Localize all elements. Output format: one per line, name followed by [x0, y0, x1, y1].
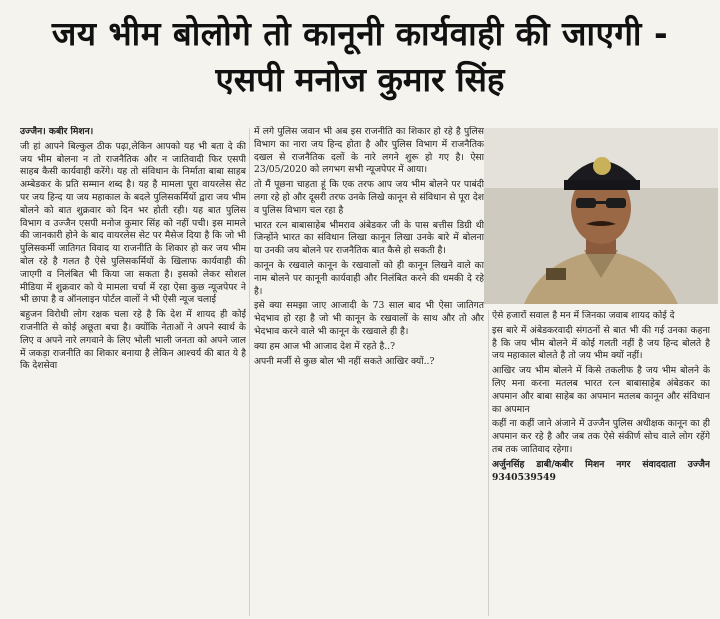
- paragraph: इस बारे में अंबेडकरवादी संगठनों से बात भी की गई उनका कहना है कि जय भीम बोलने में कोई गलती नहीं है जय हिन्द बोलते है जय महाकाल बोलते है तो जय भीम क्यों नहीं।: [492, 324, 710, 362]
- officer-photo: [484, 128, 718, 304]
- reporter-credit: अर्जुनसिंह डाबी/कबीर मिशन नगर संवाददाता उज्जैन 9340539549: [492, 458, 710, 483]
- paragraph: भारत रत्न बाबासाहेब भीमराव अंबेडकर जी के पास बत्तीस डिग्री थी जिन्होंने भारत का संविधान लिखा कानून लिखा उनके बारे में बोलना या उनकी जय बोलने पर राजनैतिक बात कैसे हो सकती है।: [254, 219, 484, 257]
- paragraph: बहुजन विरोधी लोग रक्षक चला रहे है कि देश में शायद ही कोई राजनीति से कोई अछूता बचा है। क्योंकि नेताओं ने अपने स्वार्थ के लिए व अपने नारे लगवाने के लिए भोली भाली जनता को अपने जाल में जकड़ा राजनीति का शिकार बनाया है लेकिन आश्चर्य की बात ये है कि देशसेवा: [20, 309, 246, 372]
- paragraph: कहीं ना कहीं जाने अंजाने में उज्जैन पुलिस अधीक्षक कानून का ही अपमान कर रहे है और जब तक ऐसे संकीर्ण सोच वाले लोग रहेंगे तब तक जातिवाद रहेगा।: [492, 418, 710, 455]
- paragraph: जी हां आपने बिल्कुल ठीक पढ़ा,लेकिन आपको यह भी बता दे की जय भीम बोलना न तो राजनैतिक और न जातिवादी फिर एसपी साहब कैसी कार्यवाही करेंगे। यह तो संविधान के निर्माता बाबा साहब अम्बेडकर के प्रति सम्मान शब्द है। यह है मामला पूरा वायरलेस सेट पर जय हिन्द या जय महाकाल के बदले पुलिसकर्मियों द्वारा जय भीम बोलने को बात शुक्रवार को दिन भर होती रही। यह बात पुलिस विभाग व उज्जैन एसपी मनोज कुमार सिंह को नहीं पची। इस मामले की जानकारी होने के बाद वायरलेस सेट पर मैसेज दिया है कि जो भी पुलिसकर्मी जातिगत विवाद या राजनीति के शिकार हो कर जय भीम बोल रहे है गलत है ऐसे पुलिसकर्मियों के खिलाफ कार्यवाही की जाएगी व निलंबित भी किया जा सकता है। इसको लेकर सोशल मीडिया में शुक्रवार को ये मामला चर्चा में रहा ऐसा कुछ न्यूजपेपर ने भी छापा है व ऑनलाइन पोर्टल वालों ने भी ऐसी न्यूज चलाई: [20, 140, 246, 306]
- officer-portrait-image: [484, 128, 718, 304]
- headline-line-2: एसपी मनोज कुमार सिंह: [215, 60, 505, 99]
- column-divider: [488, 310, 489, 616]
- paragraph: तो मैं पूछना चाहता हूं कि एक तरफ आप जय भीम बोलने पर पाबंदी लगा रहे हो और दूसरी तरफ उनके लिखे कानून से संविधान से पूरा देश व पुलिस विभाग चल रहा है: [254, 179, 484, 216]
- paragraph: ऐसे हजारों सवाल है मन में जिनका जवाब शायद कोई दे: [492, 310, 675, 321]
- article-column-3: [492, 310, 710, 616]
- article-column-1: [20, 126, 246, 616]
- paragraph: अपनी मर्जी से कुछ बोल भी नहीं सकते आखिर क्यों..?: [254, 355, 435, 367]
- paragraph: कानून के रखवाले कानून के रखवालों को ही कानून लिखने वाले का नाम बोलने पर कानूनी कार्यवाही और निलंबित करने की धमकी दे रहे है।: [254, 259, 484, 297]
- headline: [0, 0, 720, 120]
- headline-line-1: जय भीम बोलोगे तो कानूनी कार्यवाही की जाएगी -: [51, 14, 669, 53]
- paragraph: क्या हम आज भी आजाद देश में रहते है..?: [254, 340, 396, 352]
- paragraph: में लगे पुलिस जवान भी अब इस राजनीति का शिकार हो रहे है पुलिस विभाग का नारा जय हिन्द होता है और पुलिस विभाग में राजनैतिक दखल से राजनैतिक दलों के नारे लगने शुरू हो गए है। ऐसा 23/05/2020 को लगभग सभी न्यूजपेपर में आया।: [254, 126, 484, 176]
- column-divider: [249, 128, 250, 616]
- byline: उज्जैन। कबीर मिशन।: [20, 126, 94, 137]
- paragraph: आखिर जय भीम बोलने में किसे तकलीफ है जय भीम बोलने के लिए मना करना मतलब भारत रत्न बाबासाहेब अंबेडकर का अपमान और बाबा साहेब का अपमान मतलब कानून और संविधान का अपमान: [492, 365, 710, 415]
- article-column-2: [254, 126, 484, 616]
- paragraph: इसे क्या समझा जाए आजादी के 73 साल बाद भी ऐसा जातिगत भेदभाव हो रहा है जो भी कानून के रखवालों के साथ और तो और भेदभाव करने वाले भी कानून के रखवाले ही है।: [254, 300, 484, 337]
